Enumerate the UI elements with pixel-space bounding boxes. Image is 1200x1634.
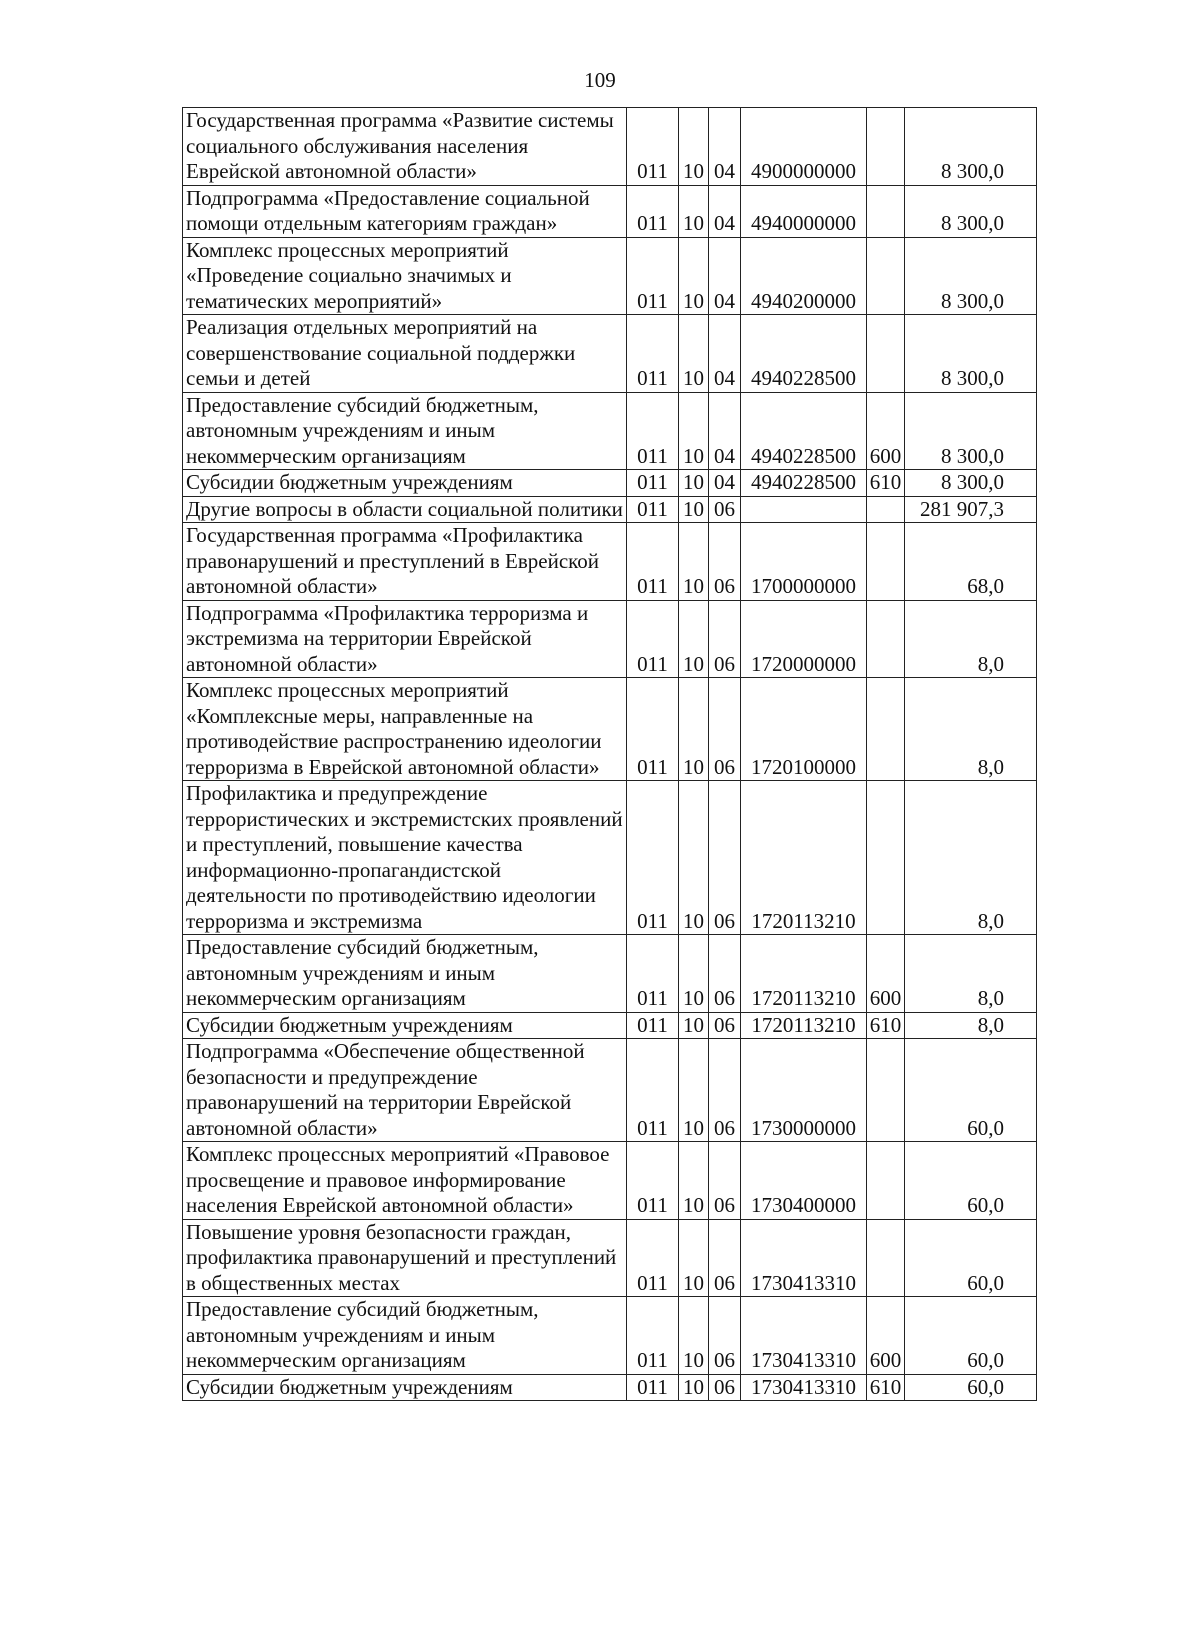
amount-cell: 8 300,0 bbox=[905, 470, 1037, 497]
row-name-cell: Подпрограмма «Обеспечение общественной безопасности и предупреждение правонарушений на территории Еврейской автономной области» bbox=[183, 1039, 627, 1142]
section-code-cell: 10 bbox=[679, 470, 709, 497]
section-code-cell: 10 bbox=[679, 781, 709, 935]
expense-type-cell bbox=[867, 1039, 905, 1142]
table-row bbox=[183, 600, 1037, 678]
subsection-code-cell: 06 bbox=[709, 600, 741, 678]
target-article-cell: 4940228500 bbox=[741, 315, 867, 393]
expense-type-cell: 600 bbox=[867, 1297, 905, 1375]
expense-type-cell bbox=[867, 237, 905, 315]
row-name-cell: Профилактика и предупреждение террористических и экстремистских проявлений и преступлений, повышение качества информационно-пропагандистской деятельности по противодействию идеологии терроризма и экстремизма bbox=[183, 781, 627, 935]
table-row bbox=[183, 935, 1037, 1013]
section-code-cell: 10 bbox=[679, 678, 709, 781]
target-article-cell: 4940228500 bbox=[741, 470, 867, 497]
amount-cell: 8 300,0 bbox=[905, 392, 1037, 470]
table-row bbox=[183, 108, 1037, 186]
expense-type-cell: 600 bbox=[867, 935, 905, 1013]
amount-cell: 60,0 bbox=[905, 1039, 1037, 1142]
amount-cell: 60,0 bbox=[905, 1142, 1037, 1220]
amount-cell: 60,0 bbox=[905, 1297, 1037, 1375]
amount-cell: 8,0 bbox=[905, 781, 1037, 935]
amount-cell: 8,0 bbox=[905, 678, 1037, 781]
expense-type-cell bbox=[867, 185, 905, 237]
ministry-code-cell: 011 bbox=[627, 1297, 679, 1375]
section-code-cell: 10 bbox=[679, 1012, 709, 1039]
section-code-cell: 10 bbox=[679, 1039, 709, 1142]
row-name-cell: Комплекс процессных мероприятий «Комплексные меры, направленные на противодействие распространению идеологии терроризма в Еврейской автономной области» bbox=[183, 678, 627, 781]
target-article-cell: 1720100000 bbox=[741, 678, 867, 781]
ministry-code-cell: 011 bbox=[627, 470, 679, 497]
ministry-code-cell: 011 bbox=[627, 781, 679, 935]
row-name-cell: Государственная программа «Развитие системы социального обслуживания населения Еврейской автономной области» bbox=[183, 108, 627, 186]
row-name-cell: Предоставление субсидий бюджетным, автономным учреждениям и иным некоммерческим организациям bbox=[183, 392, 627, 470]
subsection-code-cell: 06 bbox=[709, 678, 741, 781]
ministry-code-cell: 011 bbox=[627, 315, 679, 393]
subsection-code-cell: 04 bbox=[709, 392, 741, 470]
target-article-cell: 4940000000 bbox=[741, 185, 867, 237]
section-code-cell: 10 bbox=[679, 1219, 709, 1297]
row-name-cell: Повышение уровня безопасности граждан, профилактика правонарушений и преступлений в общественных местах bbox=[183, 1219, 627, 1297]
ministry-code-cell: 011 bbox=[627, 185, 679, 237]
table-row bbox=[183, 1039, 1037, 1142]
row-name-cell: Субсидии бюджетным учреждениям bbox=[183, 1374, 627, 1401]
section-code-cell: 10 bbox=[679, 108, 709, 186]
table-row bbox=[183, 1219, 1037, 1297]
row-name-cell: Комплекс процессных мероприятий «Проведение социально значимых и тематических мероприятий» bbox=[183, 237, 627, 315]
expense-type-cell: 600 bbox=[867, 392, 905, 470]
table-row bbox=[183, 315, 1037, 393]
subsection-code-cell: 06 bbox=[709, 496, 741, 523]
section-code-cell: 10 bbox=[679, 185, 709, 237]
target-article-cell: 4940228500 bbox=[741, 392, 867, 470]
expense-type-cell: 610 bbox=[867, 470, 905, 497]
table-row bbox=[183, 237, 1037, 315]
subsection-code-cell: 04 bbox=[709, 108, 741, 186]
expense-type-cell: 610 bbox=[867, 1374, 905, 1401]
table-row bbox=[183, 470, 1037, 497]
amount-cell: 60,0 bbox=[905, 1374, 1037, 1401]
table-row bbox=[183, 1012, 1037, 1039]
section-code-cell: 10 bbox=[679, 600, 709, 678]
expense-type-cell bbox=[867, 678, 905, 781]
amount-cell: 8,0 bbox=[905, 600, 1037, 678]
table-row bbox=[183, 1297, 1037, 1375]
table-row bbox=[183, 678, 1037, 781]
section-code-cell: 10 bbox=[679, 523, 709, 601]
ministry-code-cell: 011 bbox=[627, 108, 679, 186]
target-article-cell: 1730413310 bbox=[741, 1219, 867, 1297]
table-row bbox=[183, 392, 1037, 470]
section-code-cell: 10 bbox=[679, 1142, 709, 1220]
target-article-cell: 1730400000 bbox=[741, 1142, 867, 1220]
target-article-cell: 1730000000 bbox=[741, 1039, 867, 1142]
subsection-code-cell: 06 bbox=[709, 1039, 741, 1142]
row-name-cell: Субсидии бюджетным учреждениям bbox=[183, 1012, 627, 1039]
target-article-cell: 1720113210 bbox=[741, 935, 867, 1013]
row-name-cell: Подпрограмма «Профилактика терроризма и экстремизма на территории Еврейской автономной области» bbox=[183, 600, 627, 678]
expense-type-cell bbox=[867, 600, 905, 678]
expense-type-cell bbox=[867, 1219, 905, 1297]
ministry-code-cell: 011 bbox=[627, 237, 679, 315]
subsection-code-cell: 04 bbox=[709, 237, 741, 315]
row-name-cell: Подпрограмма «Предоставление социальной помощи отдельным категориям граждан» bbox=[183, 185, 627, 237]
section-code-cell: 10 bbox=[679, 1297, 709, 1375]
section-code-cell: 10 bbox=[679, 1374, 709, 1401]
target-article-cell: 1730413310 bbox=[741, 1374, 867, 1401]
table-row bbox=[183, 781, 1037, 935]
subsection-code-cell: 06 bbox=[709, 1219, 741, 1297]
amount-cell: 8,0 bbox=[905, 1012, 1037, 1039]
amount-cell: 8,0 bbox=[905, 935, 1037, 1013]
budget-table bbox=[182, 107, 1037, 1401]
ministry-code-cell: 011 bbox=[627, 1012, 679, 1039]
section-code-cell: 10 bbox=[679, 237, 709, 315]
ministry-code-cell: 011 bbox=[627, 392, 679, 470]
target-article-cell: 4900000000 bbox=[741, 108, 867, 186]
expense-type-cell bbox=[867, 496, 905, 523]
ministry-code-cell: 011 bbox=[627, 1219, 679, 1297]
target-article-cell: 1730413310 bbox=[741, 1297, 867, 1375]
target-article-cell: 1700000000 bbox=[741, 523, 867, 601]
section-code-cell: 10 bbox=[679, 315, 709, 393]
subsection-code-cell: 06 bbox=[709, 781, 741, 935]
row-name-cell: Государственная программа «Профилактика правонарушений и преступлений в Еврейской автономной области» bbox=[183, 523, 627, 601]
expense-type-cell bbox=[867, 108, 905, 186]
table-row bbox=[183, 185, 1037, 237]
target-article-cell: 1720113210 bbox=[741, 1012, 867, 1039]
row-name-cell: Субсидии бюджетным учреждениям bbox=[183, 470, 627, 497]
expense-type-cell bbox=[867, 315, 905, 393]
table-row bbox=[183, 1374, 1037, 1401]
subsection-code-cell: 06 bbox=[709, 1142, 741, 1220]
ministry-code-cell: 011 bbox=[627, 523, 679, 601]
amount-cell: 8 300,0 bbox=[905, 185, 1037, 237]
subsection-code-cell: 04 bbox=[709, 315, 741, 393]
amount-cell: 68,0 bbox=[905, 523, 1037, 601]
amount-cell: 281 907,3 bbox=[905, 496, 1037, 523]
row-name-cell: Комплекс процессных мероприятий «Правовое просвещение и правовое информирование населения Еврейской автономной области» bbox=[183, 1142, 627, 1220]
row-name-cell: Предоставление субсидий бюджетным, автономным учреждениям и иным некоммерческим организациям bbox=[183, 1297, 627, 1375]
page-number: 109 bbox=[584, 68, 616, 92]
expense-type-cell: 610 bbox=[867, 1012, 905, 1039]
ministry-code-cell: 011 bbox=[627, 1142, 679, 1220]
section-code-cell: 10 bbox=[679, 935, 709, 1013]
ministry-code-cell: 011 bbox=[627, 496, 679, 523]
target-article-cell: 4940200000 bbox=[741, 237, 867, 315]
target-article-cell: 1720113210 bbox=[741, 781, 867, 935]
subsection-code-cell: 06 bbox=[709, 523, 741, 601]
subsection-code-cell: 06 bbox=[709, 1012, 741, 1039]
ministry-code-cell: 011 bbox=[627, 935, 679, 1013]
target-article-cell bbox=[741, 496, 867, 523]
section-code-cell: 10 bbox=[679, 392, 709, 470]
ministry-code-cell: 011 bbox=[627, 678, 679, 781]
ministry-code-cell: 011 bbox=[627, 600, 679, 678]
ministry-code-cell: 011 bbox=[627, 1374, 679, 1401]
section-code-cell: 10 bbox=[679, 496, 709, 523]
subsection-code-cell: 04 bbox=[709, 185, 741, 237]
amount-cell: 60,0 bbox=[905, 1219, 1037, 1297]
subsection-code-cell: 04 bbox=[709, 470, 741, 497]
row-name-cell: Предоставление субсидий бюджетным, автономным учреждениям и иным некоммерческим организациям bbox=[183, 935, 627, 1013]
amount-cell: 8 300,0 bbox=[905, 108, 1037, 186]
table-row bbox=[183, 1142, 1037, 1220]
expense-type-cell bbox=[867, 781, 905, 935]
table-row bbox=[183, 523, 1037, 601]
target-article-cell: 1720000000 bbox=[741, 600, 867, 678]
row-name-cell: Реализация отдельных мероприятий на совершенствование социальной поддержки семьи и детей bbox=[183, 315, 627, 393]
budget-table-body bbox=[183, 108, 1037, 1401]
table-row bbox=[183, 496, 1037, 523]
expense-type-cell bbox=[867, 1142, 905, 1220]
row-name-cell: Другие вопросы в области социальной политики bbox=[183, 496, 627, 523]
amount-cell: 8 300,0 bbox=[905, 237, 1037, 315]
ministry-code-cell: 011 bbox=[627, 1039, 679, 1142]
amount-cell: 8 300,0 bbox=[905, 315, 1037, 393]
expense-type-cell bbox=[867, 523, 905, 601]
subsection-code-cell: 06 bbox=[709, 935, 741, 1013]
subsection-code-cell: 06 bbox=[709, 1374, 741, 1401]
subsection-code-cell: 06 bbox=[709, 1297, 741, 1375]
